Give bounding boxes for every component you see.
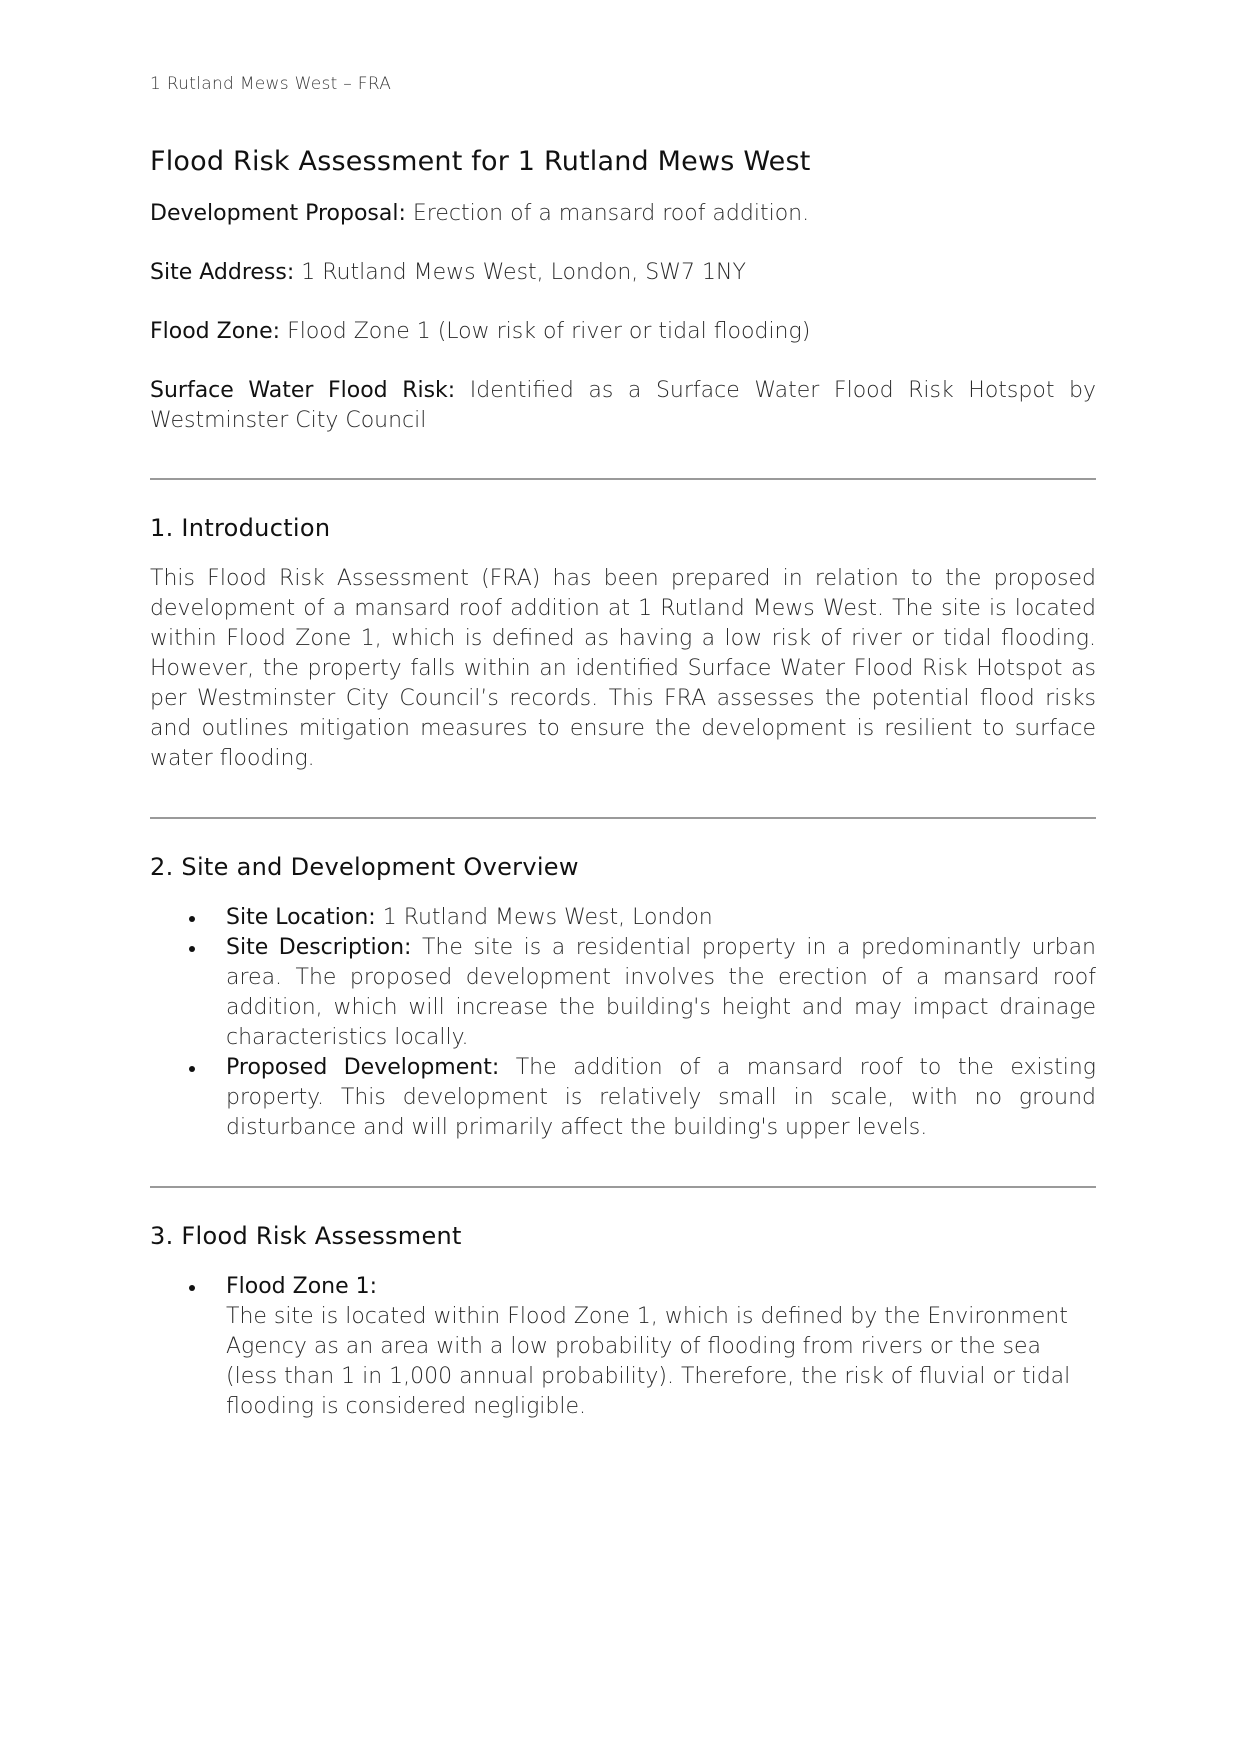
bullet-icon xyxy=(189,1285,195,1291)
bullet-icon xyxy=(189,1066,195,1072)
meta-value: 1 Rutland Mews West, London, SW7 1NY xyxy=(301,260,746,285)
meta-label: Site Address: xyxy=(150,260,295,285)
meta-label: Surface Water Flood Risk: xyxy=(150,378,456,403)
meta-surface-water-risk xyxy=(150,376,1096,436)
item-text: 1 Rutland Mews West, London xyxy=(382,905,713,930)
bullet-icon xyxy=(189,916,195,922)
list-item xyxy=(150,1272,1096,1422)
introduction-paragraph: This Flood Risk Assessment (FRA) has been prepared in relation to the proposed development of a mansard roof addition at 1 Rutland Mews West. The site is located within Flood Zone 1, which is defined as having a low risk of river or tidal flooding. However, the property falls within an identified Surface Water Flood Risk Hotspot as per Westminster City Council’s records. This FRA assesses the potential flood risks and outlines mitigation measures to ensure the development is resilient to surface water flooding. xyxy=(150,566,1096,771)
overview-list xyxy=(150,903,1096,1143)
section-title-assessment: 3. Flood Risk Assessment xyxy=(150,1222,462,1250)
meta-site-address xyxy=(150,258,1096,288)
running-header: 1 Rutland Mews West – FRA xyxy=(150,74,392,94)
meta-value: Flood Zone 1 (Low risk of river or tidal flooding) xyxy=(287,319,811,344)
meta-value: Erection of a mansard roof addition. xyxy=(412,201,810,226)
item-label: Site Description: xyxy=(226,935,412,960)
document-body xyxy=(150,146,1096,1422)
meta-label: Flood Zone: xyxy=(150,319,281,344)
meta-value: Identified as a Surface Water Flood Risk Hotspot by Westminster City Council xyxy=(150,378,1096,433)
assessment-list xyxy=(150,1272,1096,1422)
list-item xyxy=(150,933,1096,1053)
bullet-icon xyxy=(189,946,195,952)
list-item xyxy=(150,903,1096,933)
meta-flood-zone xyxy=(150,317,1096,347)
list-item xyxy=(150,1053,1096,1143)
item-label: Site Location: xyxy=(226,905,376,930)
item-label: Flood Zone 1: xyxy=(226,1274,378,1299)
item-text: The addition of a mansard roof to the existing property. This development is relatively small in scale, with no ground disturbance and will primarily affect the building's upper levels. xyxy=(226,1055,1096,1140)
section-title-overview: 2. Site and Development Overview xyxy=(150,853,579,881)
section-divider xyxy=(150,817,1096,819)
item-label: Proposed Development: xyxy=(226,1055,500,1080)
section-divider xyxy=(150,478,1096,480)
section-title-introduction: 1. Introduction xyxy=(150,514,331,542)
document-title: Flood Risk Assessment for 1 Rutland Mews West xyxy=(150,146,811,177)
item-text: The site is a residential property in a predominantly urban area. The proposed development involves the erection of a mansard roof addition, which will increase the building's height and may impact drainage characteristics locally. xyxy=(226,935,1096,1050)
section-divider xyxy=(150,1186,1096,1188)
item-text: The site is located within Flood Zone 1, which is defined by the Environment Agency as an area with a low probability of flooding from rivers or the sea (less than 1 in 1,000 annual probability). Therefore, the risk of fluvial or tidal flooding is considered negligible. xyxy=(226,1304,1071,1419)
meta-label: Development Proposal: xyxy=(150,201,406,226)
meta-development-proposal xyxy=(150,199,1096,229)
